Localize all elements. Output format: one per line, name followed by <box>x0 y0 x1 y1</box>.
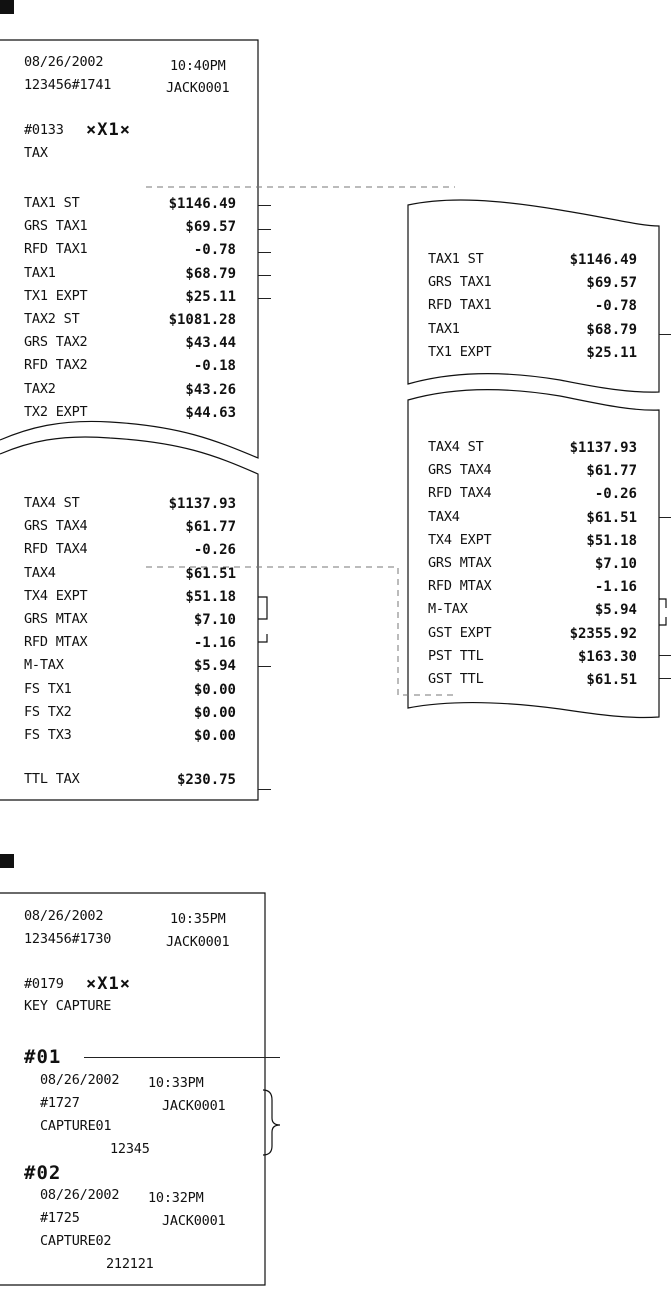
tax-row-label: RFD TAX1 <box>24 241 88 258</box>
tax-row-label: TAX4 ST <box>428 439 484 455</box>
tax-row-label: GST EXPT <box>428 624 492 641</box>
kc-mode: ×X1× <box>86 974 131 994</box>
tax-row-label: FS TX3 <box>24 727 72 743</box>
kc-entry-clerk: JACK0001 <box>162 1098 226 1114</box>
tax-row-label: RFD TAX1 <box>428 297 492 314</box>
kc-date: 08/26/2002 <box>24 908 104 924</box>
tax-mode: ×X1× <box>86 120 131 140</box>
kc-entry-number: #02 <box>24 1162 62 1184</box>
kc-entry-number: #01 <box>24 1046 62 1068</box>
tax-row-value: $0.00 <box>193 704 236 721</box>
tax-row-value: $5.94 <box>193 658 236 675</box>
tax-row-label: GRS MTAX <box>428 555 492 571</box>
tax-row-value: -0.78 <box>594 298 637 315</box>
tax-row-label: TX2 EXPT <box>24 403 88 420</box>
tax-row-label: RFD MTAX <box>428 578 492 595</box>
kc-entry-value: 12345 <box>110 1141 150 1157</box>
tax-row-label: GRS TAX4 <box>24 518 88 535</box>
tax-row-value: $61.51 <box>185 565 236 582</box>
tax-row-label: GRS TAX2 <box>24 334 88 351</box>
tax-row-value: -0.78 <box>193 242 236 259</box>
tax-clerk: JACK0001 <box>166 80 230 96</box>
tax-time: 10:40PM <box>170 58 226 74</box>
leader-line <box>659 334 671 335</box>
kc-register: 123456#1730 <box>24 931 112 947</box>
tax-row-value: -0.18 <box>193 358 236 375</box>
tax-row-value: $163.30 <box>577 648 637 665</box>
tax-report-number: #0133 <box>24 122 64 138</box>
tax-row-value: $61.77 <box>185 519 236 536</box>
tax-row-value: $1146.49 <box>168 196 236 212</box>
tax-row-label: GRS TAX4 <box>428 462 492 479</box>
tax-title: TAX <box>24 145 48 161</box>
tax-row-label: FS TX2 <box>24 703 72 720</box>
kc-title: KEY CAPTURE <box>24 998 112 1014</box>
tax-row-value: $43.44 <box>185 335 236 352</box>
tax-row-label: TAX4 <box>428 508 460 525</box>
tax-row-label: RFD TAX4 <box>428 485 492 502</box>
leader-line <box>659 655 671 656</box>
kc-entry-time: 10:33PM <box>148 1075 204 1091</box>
tax-row-label: RFD TAX4 <box>24 541 88 558</box>
leader-line <box>258 789 271 790</box>
tax-row-value: $0.00 <box>193 681 236 698</box>
tax-row-value: $61.51 <box>586 509 637 526</box>
kc-entry-seq: #1725 <box>40 1210 80 1226</box>
tax-row-value: $230.75 <box>176 772 236 789</box>
tax-row-value: $68.79 <box>586 321 637 338</box>
kc-entry-clerk: JACK0001 <box>162 1213 226 1229</box>
tax-row-value: -0.26 <box>193 542 236 559</box>
leader-line <box>258 275 271 276</box>
kc-clerk: JACK0001 <box>166 934 230 950</box>
leader-line <box>659 517 671 518</box>
tax-row-value: -1.16 <box>193 635 236 652</box>
tax-row-label: TAX4 ST <box>24 495 80 511</box>
leader-line <box>258 298 271 299</box>
kc-entry-seq: #1727 <box>40 1095 80 1111</box>
kc-entry-value: 212121 <box>106 1256 154 1272</box>
kc-time: 10:35PM <box>170 911 226 927</box>
tax-row-value: $7.10 <box>594 556 637 572</box>
tax-row-value: $1146.49 <box>569 252 637 268</box>
tax-row-value: $61.51 <box>586 672 637 688</box>
leader-line <box>84 1057 280 1058</box>
tax-row-value: $68.79 <box>185 265 236 282</box>
tax-row-label: FS TX1 <box>24 680 72 697</box>
tax-row-label: TAX1 <box>24 264 56 281</box>
tax-row-value: $69.57 <box>586 275 637 292</box>
tax-row-label: TX4 EXPT <box>428 531 492 548</box>
tax-row-label: M-TAX <box>428 601 468 618</box>
tax-row-value: $1137.93 <box>168 496 236 512</box>
kc-entry-date: 08/26/2002 <box>40 1072 120 1088</box>
tax-row-value: $43.26 <box>185 381 236 398</box>
kc-entry-time: 10:32PM <box>148 1190 204 1206</box>
tax-row-value: $0.00 <box>193 728 236 744</box>
tax-row-value: $1137.93 <box>569 440 637 456</box>
tax-row-value: -1.16 <box>594 579 637 596</box>
tax-row-value: $25.11 <box>185 288 236 305</box>
tax-row-label: M-TAX <box>24 657 64 674</box>
tax-row-label: TAX1 ST <box>428 251 484 267</box>
tax-row-value: $51.18 <box>586 532 637 549</box>
tax-row-label: GST TTL <box>428 671 484 687</box>
tax-row-value: $25.11 <box>586 344 637 361</box>
tax-register: 123456#1741 <box>24 77 112 93</box>
tax-row-label: PST TTL <box>428 647 484 664</box>
kc-entry-date: 08/26/2002 <box>40 1187 120 1203</box>
tax-row-label: TX4 EXPT <box>24 587 88 604</box>
tax-row-label: TAX2 ST <box>24 311 80 327</box>
tax-row-value: $51.18 <box>185 588 236 605</box>
leader-line <box>258 205 271 206</box>
tax-row-value: -0.26 <box>594 486 637 503</box>
leader-line <box>659 678 671 679</box>
tax-row-value: $61.77 <box>586 463 637 480</box>
tax-row-label: GRS TAX1 <box>428 274 492 291</box>
tax-row-label: TTL TAX <box>24 771 80 788</box>
leader-line <box>258 229 271 230</box>
kc-report-number: #0179 <box>24 976 64 992</box>
tax-row-value: $69.57 <box>185 219 236 236</box>
tax-row-label: TAX2 <box>24 380 56 397</box>
tax-row-label: TAX4 <box>24 564 56 581</box>
tax-row-value: $7.10 <box>193 612 236 628</box>
tax-row-label: RFD MTAX <box>24 634 88 651</box>
kc-entry-capture: CAPTURE01 <box>40 1118 112 1134</box>
tax-row-label: GRS MTAX <box>24 611 88 627</box>
kc-entry-capture: CAPTURE02 <box>40 1233 112 1249</box>
tax-row-label: TAX1 <box>428 320 460 337</box>
tax-row-label: TAX1 ST <box>24 195 80 211</box>
tax-row-label: RFD TAX2 <box>24 357 88 374</box>
tax-row-label: GRS TAX1 <box>24 218 88 235</box>
tax-row-value: $1081.28 <box>168 312 236 328</box>
tax-row-value: $2355.92 <box>569 625 637 642</box>
tax-row-label: TX1 EXPT <box>428 343 492 360</box>
leader-line <box>258 666 271 667</box>
tax-row-value: $5.94 <box>594 602 637 619</box>
tax-row-label: TX1 EXPT <box>24 287 88 304</box>
tax-date: 08/26/2002 <box>24 54 104 70</box>
tax-row-value: $44.63 <box>185 404 236 421</box>
leader-line <box>258 252 271 253</box>
